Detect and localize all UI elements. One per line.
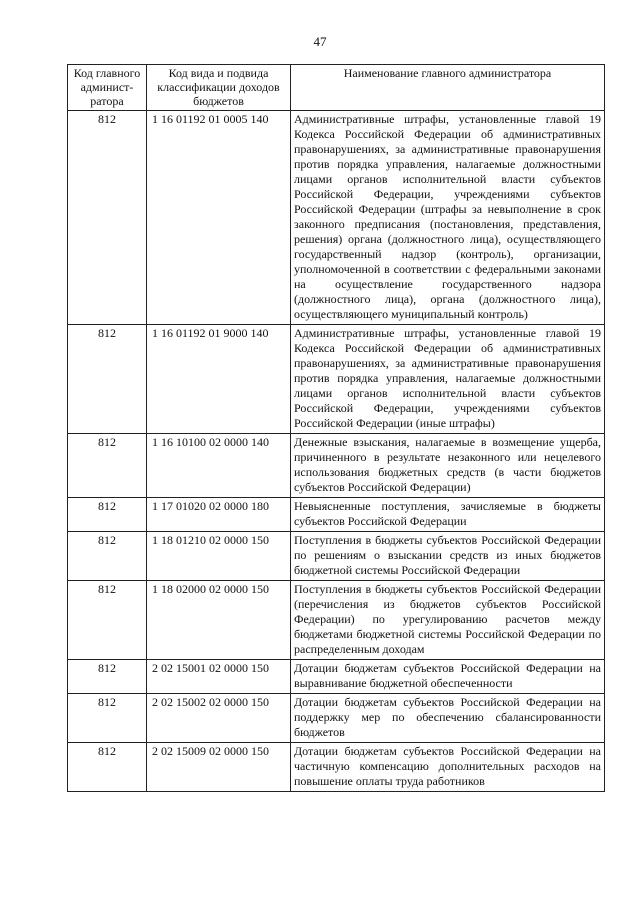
table-row — [68, 532, 605, 581]
table-header-row — [68, 65, 605, 111]
administrator-name-cell: Дотации бюджетам субъектов Российской Федерации на поддержку мер по обеспечению сбалансированности бюджетов — [291, 694, 605, 743]
administrator-name-cell: Административные штрафы, установленные главой 19 Кодекса Российской Федерации об административных правонарушениях, за административные правонарушения против порядка управления, налагаемые должностными лицами органов исполнительной власти субъектов Российской Федерации, учреждениями субъектов Российской Федерации (штрафы за невыполнение в срок законного предписания (постановления, представления, решения) органа (должностного лица), осуществляющего государственный надзор (контроль), организации, уполномоченной в соответствии с федеральными законами на осуществление государственного надзора (должностного лица), органа (должностного лица), осуществляющего муниципальный контроль) — [291, 111, 605, 325]
classification-code-cell: 2 02 15009 02 0000 150 — [147, 743, 291, 792]
classification-code-cell: 1 16 10100 02 0000 140 — [147, 434, 291, 498]
administrator-code-cell: 812 — [68, 532, 147, 581]
administrator-code-cell: 812 — [68, 498, 147, 532]
administrator-code-cell: 812 — [68, 694, 147, 743]
administrator-name-cell: Поступления в бюджеты субъектов Российской Федерации (перечисления из бюджетов субъектов Российской Федерации) по урегулированию расчетов между бюджетами бюджетной системы Российской Федерации по распределенным доходам — [291, 581, 605, 660]
table-row — [68, 434, 605, 498]
administrator-name-cell: Дотации бюджетам субъектов Российской Федерации на частичную компенсацию дополнительных расходов на повышение оплаты труда работников — [291, 743, 605, 792]
page-number: 47 — [313, 34, 327, 49]
administrator-name-cell: Невыясненные поступления, зачисляемые в бюджеты субъектов Российской Федерации — [291, 498, 605, 532]
administrator-code-cell: 812 — [68, 581, 147, 660]
classification-code-cell: 2 02 15002 02 0000 150 — [147, 694, 291, 743]
table-row — [68, 581, 605, 660]
table-row — [68, 498, 605, 532]
table-row — [68, 743, 605, 792]
administrator-code-cell: 812 — [68, 743, 147, 792]
classification-code-cell: 1 18 02000 02 0000 150 — [147, 581, 291, 660]
administrator-name-cell: Административные штрафы, установленные главой 19 Кодекса Российской Федерации об административных правонарушениях, за административные правонарушения против порядка управления, налагаемые должностными лицами органов исполнительной власти субъектов Российской Федерации, учреждениями субъектов Российской Федерации (иные штрафы) — [291, 325, 605, 434]
table-row — [68, 694, 605, 743]
classification-code-cell: 1 17 01020 02 0000 180 — [147, 498, 291, 532]
classification-code-cell: 1 18 01210 02 0000 150 — [147, 532, 291, 581]
classification-code-cell: 1 16 01192 01 9000 140 — [147, 325, 291, 434]
administrator-code-cell: 812 — [68, 660, 147, 694]
header-administrator-code: Код главного админист-ратора — [68, 65, 147, 111]
table-row — [68, 111, 605, 325]
administrator-code-cell: 812 — [68, 434, 147, 498]
header-administrator-name: Наименование главного администратора — [291, 65, 605, 111]
administrator-code-cell: 812 — [68, 111, 147, 325]
table-row — [68, 660, 605, 694]
administrator-name-cell: Дотации бюджетам субъектов Российской Федерации на выравнивание бюджетной обеспеченности — [291, 660, 605, 694]
revenue-administrators-table — [67, 64, 605, 792]
header-revenue-classification-code: Код вида и подвида классификации доходов бюджетов — [147, 65, 291, 111]
administrator-name-cell: Поступления в бюджеты субъектов Российской Федерации по решениям о взыскании средств из иных бюджетов бюджетной системы Российской Федерации — [291, 532, 605, 581]
administrator-code-cell: 812 — [68, 325, 147, 434]
administrator-name-cell: Денежные взыскания, налагаемые в возмещение ущерба, причиненного в результате незаконного или нецелевого использования бюджетных средств (в части бюджетов субъектов Российской Федерации) — [291, 434, 605, 498]
table-row — [68, 325, 605, 434]
classification-code-cell: 1 16 01192 01 0005 140 — [147, 111, 291, 325]
classification-code-cell: 2 02 15001 02 0000 150 — [147, 660, 291, 694]
